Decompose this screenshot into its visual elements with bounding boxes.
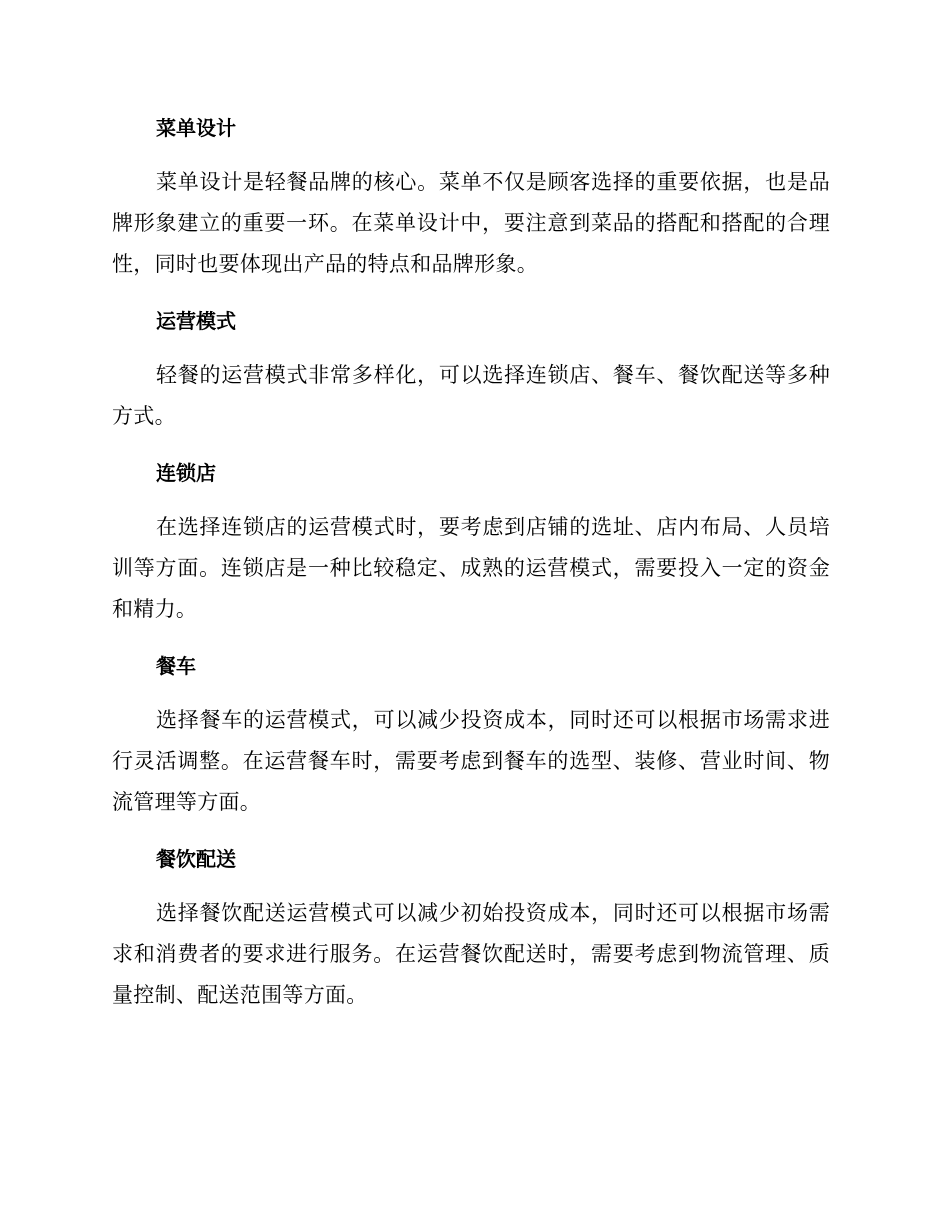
section-chain-store [112,453,830,630]
section-heading: 运营模式 [156,309,236,333]
section-paragraph: 选择餐饮配送运营模式可以减少初始投资成本，同时还可以根据市场需求和消费者的要求进行服务。在运营餐饮配送时，需要考虑到物流管理、质量控制、配送范围等方面。 [112,901,830,1007]
section-paragraph: 选择餐车的运营模式，可以减少投资成本，同时还可以根据市场需求进行灵活调整。在运营餐车时，需要考虑到餐车的选型、装修、营业时间、物流管理等方面。 [112,708,830,814]
section-heading: 餐饮配送 [156,847,236,871]
section-paragraph: 轻餐的运营模式非常多样化，可以选择连锁店、餐车、餐饮配送等多种方式。 [112,363,830,428]
section-heading: 连锁店 [156,461,216,485]
section-paragraph: 在选择连锁店的运营模式时，要考虑到店铺的选址、店内布局、人员培训等方面。连锁店是一种比较稳定、成熟的运营模式，需要投入一定的资金和精力。 [112,515,830,621]
section-paragraph: 菜单设计是轻餐品牌的核心。菜单不仅是顾客选择的重要依据，也是品牌形象建立的重要一环。在菜单设计中，要注意到菜品的搭配和搭配的合理性，同时也要体现出产品的特点和品牌形象。 [112,170,830,276]
section-food-truck [112,646,830,823]
section-heading: 菜单设计 [156,116,236,140]
section-heading: 餐车 [156,654,196,678]
section-operation-model [112,301,830,437]
section-food-delivery [112,839,830,1016]
section-menu-design [112,108,830,285]
